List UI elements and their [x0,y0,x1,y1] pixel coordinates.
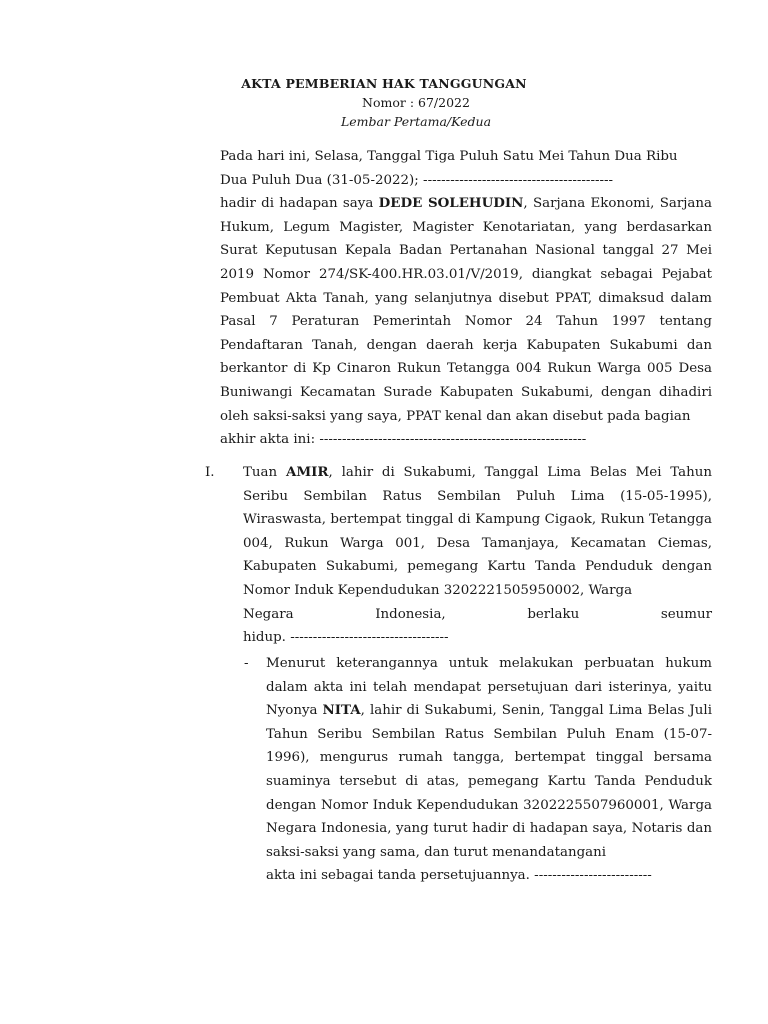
consent-bullet: - [244,656,249,671]
party-1-last-line: hidup. ----------------------------------- [243,630,449,646]
sheet-label: Lembar Pertama/Kedua [340,114,492,129]
opening-body [220,192,712,428]
spread-word: Negara [243,606,294,622]
party-1-pre: Tuan [243,465,286,480]
opening-body-post: , Sarjana Ekonomi, Sarjana Hukum, Legum Magister, Magister Kenotariatan, yang berdasarkan Surat Keputusan Kepala Badan Pertanahan Nasional tanggal 27 Mei 2019 Nomor 274/SK-400.HR.03.01/V/2019, diangkat sebagai Pejabat Pembuat Akta Tanah, yang selanjutnya disebut PPAT, dimaksud dalam Pasal 7 Peraturan Pemerintah Nomor 24 Tahun 1997 tentang Pendaftaran Tanah, dengan daerah kerja Kabupaten Sukabumi dan berkantor di Kp Cinaron Rukun Tetangga 004 Rukun Warga 005 Desa Buniwangi Kecamatan Surade Kabupaten Sukabumi, dengan dihadiri oleh saksi-saksi yang saya, PPAT kenal dan akan disebut pada bagian [220,196,712,424]
party-1-spread-line [243,603,712,627]
consent-pre: Menurut keterangannya untuk melakukan perbuatan hukum dalam akta ini telah mendapat persetujuan dari isterinya, yaitu Nyonya [266,656,712,719]
spread-word: seumur [660,606,712,622]
opening-line-2: Dua Puluh Dua (31-05-2022); ------------------------------------------ [220,172,614,188]
opening-line-1: Pada hari ini, Selasa, Tanggal Tiga Puluh Satu Mei Tahun Dua Ribu [220,149,678,164]
party-1-post: , lahir di Sukabumi, Tanggal Lima Belas Mei Tahun Seribu Sembilan Ratus Sembilan Puluh Lima (15-05-1995), Wiraswasta, bertempat tinggal di Kampung Cigaok, Rukun Tetangga 004, Rukun Warga 001, Desa Tamanjaya, Kecamatan Ciemas, Kabupaten Sukabumi, pemegang Kartu Tanda Penduduk dengan Nomor Induk Kependudukan 3202221505950002, Warga [243,465,712,598]
deed-number: Nomor : 67/2022 [362,95,470,110]
spread-word: Indonesia, [375,606,446,622]
consent-paragraph [266,652,712,888]
opening-last-line: akhir akta ini: ----------------------------------------------------------- [220,432,587,448]
consent-body [266,652,712,864]
opening-body-pre: hadir di hadapan saya [220,196,379,212]
spread-word: berlaku [527,606,580,622]
deed-title: AKTA PEMBERIAN HAK TANGGUNGAN [241,76,527,91]
party-1-paragraph [243,461,712,650]
consent-last-line: akta ini sebagai tanda persetujuannya. -------------------------- [266,868,652,884]
consent-post: , lahir di Sukabumi, Senin, Tanggal Lima Belas Juli Tahun Seribu Sembilan Ratus Sembilan Puluh Enam (15-07-1996), mengurus rumah tangga, bertempat tinggal bersama suaminya tersebut di atas, pemegang Kartu Tanda Penduduk dengan Nomor Induk Kependudukan 3202225507960001, Warga Negara Indonesia, yang turut hadir di hadapan saya, Notaris dan saksi-saksi yang sama, dan turut menandatangani [266,703,712,860]
spouse-name: NITA [322,702,361,719]
party-1-name: AMIR [285,464,329,480]
notary-name: DEDE SOLEHUDIN [378,195,524,212]
opening-paragraph [220,145,712,452]
party-1-body [243,461,712,603]
party-numeral: I. [205,465,215,480]
